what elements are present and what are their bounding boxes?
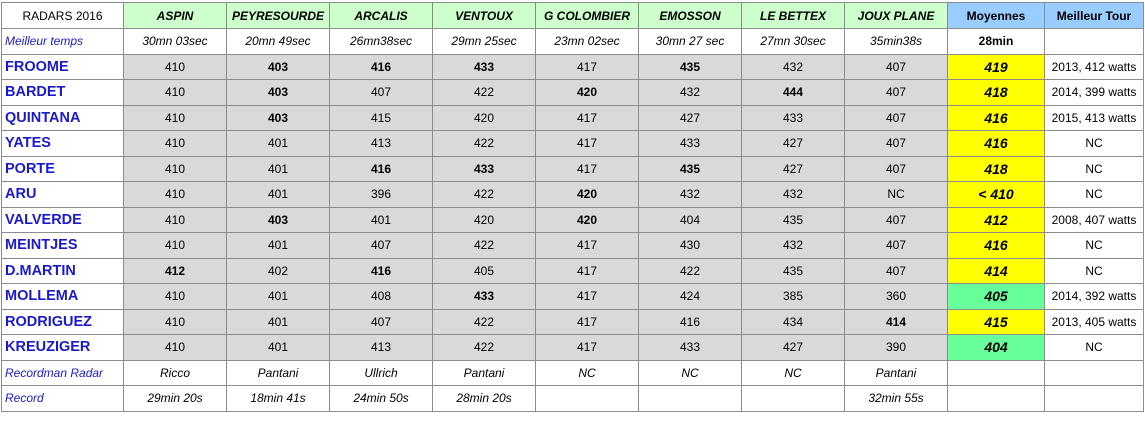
watts-cell: 407: [845, 207, 948, 233]
watts-cell: 410: [124, 182, 227, 208]
watts-cell: 403: [227, 105, 330, 131]
recordman-cell: NC: [742, 360, 845, 386]
watts-cell: 427: [639, 105, 742, 131]
rider-name: FROOME: [2, 54, 124, 80]
watts-cell: 410: [124, 54, 227, 80]
watts-cell: 401: [227, 156, 330, 182]
rider-name: D.MARTIN: [2, 258, 124, 284]
average-header: Moyennes: [948, 3, 1045, 29]
best-time-row: [2, 29, 1144, 55]
rider-name: BARDET: [2, 80, 124, 106]
watts-cell: 401: [330, 207, 433, 233]
watts-cell: 417: [536, 54, 639, 80]
best-time-cell: 30mn 03sec: [124, 29, 227, 55]
watts-cell: 420: [433, 105, 536, 131]
best-time-cell: 23mn 02sec: [536, 29, 639, 55]
rider-name: VALVERDE: [2, 207, 124, 233]
watts-cell: 408: [330, 284, 433, 310]
watts-cell: 432: [639, 182, 742, 208]
watts-cell: 396: [330, 182, 433, 208]
watts-cell: 422: [639, 258, 742, 284]
best-tour-cell: NC: [1045, 182, 1144, 208]
rider-name: YATES: [2, 131, 124, 157]
best-tour-cell: 2013, 412 watts: [1045, 54, 1144, 80]
rider-name: ARU: [2, 182, 124, 208]
recordman-cell: Pantani: [845, 360, 948, 386]
watts-cell: 422: [433, 131, 536, 157]
watts-cell: 401: [227, 309, 330, 335]
average-cell: 415: [948, 309, 1045, 335]
watts-cell: 416: [330, 54, 433, 80]
watts-cell: 410: [124, 309, 227, 335]
watts-cell: 407: [330, 309, 433, 335]
watts-cell: 435: [639, 54, 742, 80]
watts-cell: 404: [639, 207, 742, 233]
watts-cell: 433: [742, 105, 845, 131]
watts-cell: 405: [433, 258, 536, 284]
watts-cell: 417: [536, 335, 639, 361]
average-cell: 414: [948, 258, 1045, 284]
watts-cell: 407: [845, 54, 948, 80]
record-cell: 32min 55s: [845, 386, 948, 412]
record-cell: [742, 386, 845, 412]
watts-cell: 410: [124, 284, 227, 310]
rider-row: [2, 284, 1144, 310]
best-time-cell: 29mn 25sec: [433, 29, 536, 55]
average-cell: 416: [948, 105, 1045, 131]
watts-cell: 420: [536, 182, 639, 208]
watts-cell: 417: [536, 131, 639, 157]
watts-cell: 422: [433, 182, 536, 208]
best-tour-cell: NC: [1045, 258, 1144, 284]
best-tour-cell: 2014, 392 watts: [1045, 284, 1144, 310]
best-tour-cell: [1045, 386, 1144, 412]
climb-header: LE BETTEX: [742, 3, 845, 29]
watts-cell: 407: [330, 233, 433, 259]
watts-cell: 410: [124, 80, 227, 106]
average-time-cell: 28min: [948, 29, 1045, 55]
watts-cell: 430: [639, 233, 742, 259]
watts-cell: 417: [536, 156, 639, 182]
best-tour-header: Meilleur Tour: [1045, 3, 1144, 29]
watts-cell: 417: [536, 105, 639, 131]
best-time-cell: 20mn 49sec: [227, 29, 330, 55]
row-label: Meilleur temps: [2, 29, 124, 55]
best-time-cell: 26mn38sec: [330, 29, 433, 55]
watts-cell: 433: [639, 335, 742, 361]
watts-cell: 401: [227, 335, 330, 361]
watts-cell: 407: [845, 105, 948, 131]
watts-cell: 422: [433, 309, 536, 335]
watts-cell: 433: [433, 284, 536, 310]
record-cell: 29min 20s: [124, 386, 227, 412]
watts-cell: 413: [330, 335, 433, 361]
watts-cell: 415: [330, 105, 433, 131]
best-tour-cell: 2014, 399 watts: [1045, 80, 1144, 106]
climb-header: G COLOMBIER: [536, 3, 639, 29]
watts-cell: 407: [845, 80, 948, 106]
climb-header: VENTOUX: [433, 3, 536, 29]
watts-cell: 401: [227, 131, 330, 157]
best-tour-cell: NC: [1045, 131, 1144, 157]
watts-cell: 417: [536, 258, 639, 284]
best-time-cell: 35min38s: [845, 29, 948, 55]
watts-cell: 417: [536, 233, 639, 259]
watts-cell: 402: [227, 258, 330, 284]
watts-cell: 360: [845, 284, 948, 310]
average-cell: 405: [948, 284, 1045, 310]
climb-header: EMOSSON: [639, 3, 742, 29]
rider-row: [2, 335, 1144, 361]
recordman-cell: NC: [639, 360, 742, 386]
average-cell: 418: [948, 80, 1045, 106]
record-cell: 24min 50s: [330, 386, 433, 412]
rider-row: [2, 105, 1144, 131]
watts-cell: 401: [227, 284, 330, 310]
rider-name: MOLLEMA: [2, 284, 124, 310]
rider-row: [2, 131, 1144, 157]
average-cell: 419: [948, 54, 1045, 80]
watts-cell: 412: [124, 258, 227, 284]
watts-cell: 416: [330, 156, 433, 182]
watts-cell: 420: [536, 80, 639, 106]
watts-cell: 417: [536, 284, 639, 310]
recordman-cell: Pantani: [433, 360, 536, 386]
watts-cell: 434: [742, 309, 845, 335]
watts-cell: 433: [639, 131, 742, 157]
watts-cell: 420: [536, 207, 639, 233]
rider-row: [2, 207, 1144, 233]
watts-cell: 420: [433, 207, 536, 233]
rider-row: [2, 80, 1144, 106]
watts-cell: 427: [742, 156, 845, 182]
average-cell: < 410: [948, 182, 1045, 208]
header-row: [2, 3, 1144, 29]
watts-cell: 403: [227, 80, 330, 106]
watts-cell: 410: [124, 207, 227, 233]
rider-row: [2, 258, 1144, 284]
row-label: Record: [2, 386, 124, 412]
watts-cell: 407: [845, 156, 948, 182]
row-label: Recordman Radar: [2, 360, 124, 386]
watts-cell: NC: [845, 182, 948, 208]
average-cell: [948, 386, 1045, 412]
watts-cell: 407: [330, 80, 433, 106]
watts-cell: 407: [845, 258, 948, 284]
best-time-cell: 30mn 27 sec: [639, 29, 742, 55]
watts-cell: 427: [742, 131, 845, 157]
best-tour-cell: 2008, 407 watts: [1045, 207, 1144, 233]
watts-cell: 432: [742, 54, 845, 80]
recordman-cell: Pantani: [227, 360, 330, 386]
climb-header: JOUX PLANE: [845, 3, 948, 29]
record-row: [2, 386, 1144, 412]
record-cell: [639, 386, 742, 412]
watts-cell: 435: [742, 207, 845, 233]
record-cell: 18min 41s: [227, 386, 330, 412]
rider-row: [2, 233, 1144, 259]
watts-cell: 390: [845, 335, 948, 361]
watts-cell: 422: [433, 80, 536, 106]
watts-cell: 444: [742, 80, 845, 106]
watts-cell: 410: [124, 105, 227, 131]
watts-cell: 385: [742, 284, 845, 310]
watts-cell: 407: [845, 233, 948, 259]
recordman-cell: NC: [536, 360, 639, 386]
watts-cell: 416: [639, 309, 742, 335]
watts-cell: 401: [227, 233, 330, 259]
rider-name: PORTE: [2, 156, 124, 182]
recordman-cell: Ricco: [124, 360, 227, 386]
radars-table: [1, 2, 1144, 412]
watts-cell: 401: [227, 182, 330, 208]
average-cell: [948, 360, 1045, 386]
watts-cell: 410: [124, 131, 227, 157]
watts-cell: 435: [639, 156, 742, 182]
watts-cell: 407: [845, 131, 948, 157]
average-cell: 412: [948, 207, 1045, 233]
average-cell: 418: [948, 156, 1045, 182]
average-cell: 416: [948, 131, 1045, 157]
watts-cell: 414: [845, 309, 948, 335]
rider-row: [2, 54, 1144, 80]
average-cell: 416: [948, 233, 1045, 259]
watts-cell: 432: [742, 182, 845, 208]
watts-cell: 422: [433, 233, 536, 259]
watts-cell: 424: [639, 284, 742, 310]
rider-name: QUINTANA: [2, 105, 124, 131]
table-title: RADARS 2016: [2, 3, 124, 29]
watts-cell: 403: [227, 54, 330, 80]
best-tour-cell: 2013, 405 watts: [1045, 309, 1144, 335]
climb-header: PEYRESOURDE: [227, 3, 330, 29]
best-tour-cell: [1045, 29, 1144, 55]
rider-name: KREUZIGER: [2, 335, 124, 361]
best-tour-cell: NC: [1045, 233, 1144, 259]
table-body: [2, 3, 1144, 412]
watts-cell: 416: [330, 258, 433, 284]
watts-cell: 422: [433, 335, 536, 361]
rider-row: [2, 309, 1144, 335]
climb-header: ASPIN: [124, 3, 227, 29]
rider-row: [2, 182, 1144, 208]
watts-cell: 410: [124, 156, 227, 182]
recordman-cell: Ullrich: [330, 360, 433, 386]
watts-cell: 417: [536, 309, 639, 335]
watts-cell: 403: [227, 207, 330, 233]
watts-cell: 413: [330, 131, 433, 157]
best-tour-cell: NC: [1045, 156, 1144, 182]
rider-name: MEINTJES: [2, 233, 124, 259]
average-cell: 404: [948, 335, 1045, 361]
climb-header: ARCALIS: [330, 3, 433, 29]
watts-cell: 433: [433, 54, 536, 80]
record-cell: [536, 386, 639, 412]
rider-name: RODRIGUEZ: [2, 309, 124, 335]
best-tour-cell: NC: [1045, 335, 1144, 361]
watts-cell: 432: [639, 80, 742, 106]
watts-cell: 432: [742, 233, 845, 259]
best-tour-cell: [1045, 360, 1144, 386]
best-tour-cell: 2015, 413 watts: [1045, 105, 1144, 131]
rider-row: [2, 156, 1144, 182]
watts-cell: 435: [742, 258, 845, 284]
watts-cell: 433: [433, 156, 536, 182]
recordman-row: [2, 360, 1144, 386]
watts-cell: 410: [124, 335, 227, 361]
best-time-cell: 27mn 30sec: [742, 29, 845, 55]
record-cell: 28min 20s: [433, 386, 536, 412]
watts-cell: 410: [124, 233, 227, 259]
watts-cell: 427: [742, 335, 845, 361]
